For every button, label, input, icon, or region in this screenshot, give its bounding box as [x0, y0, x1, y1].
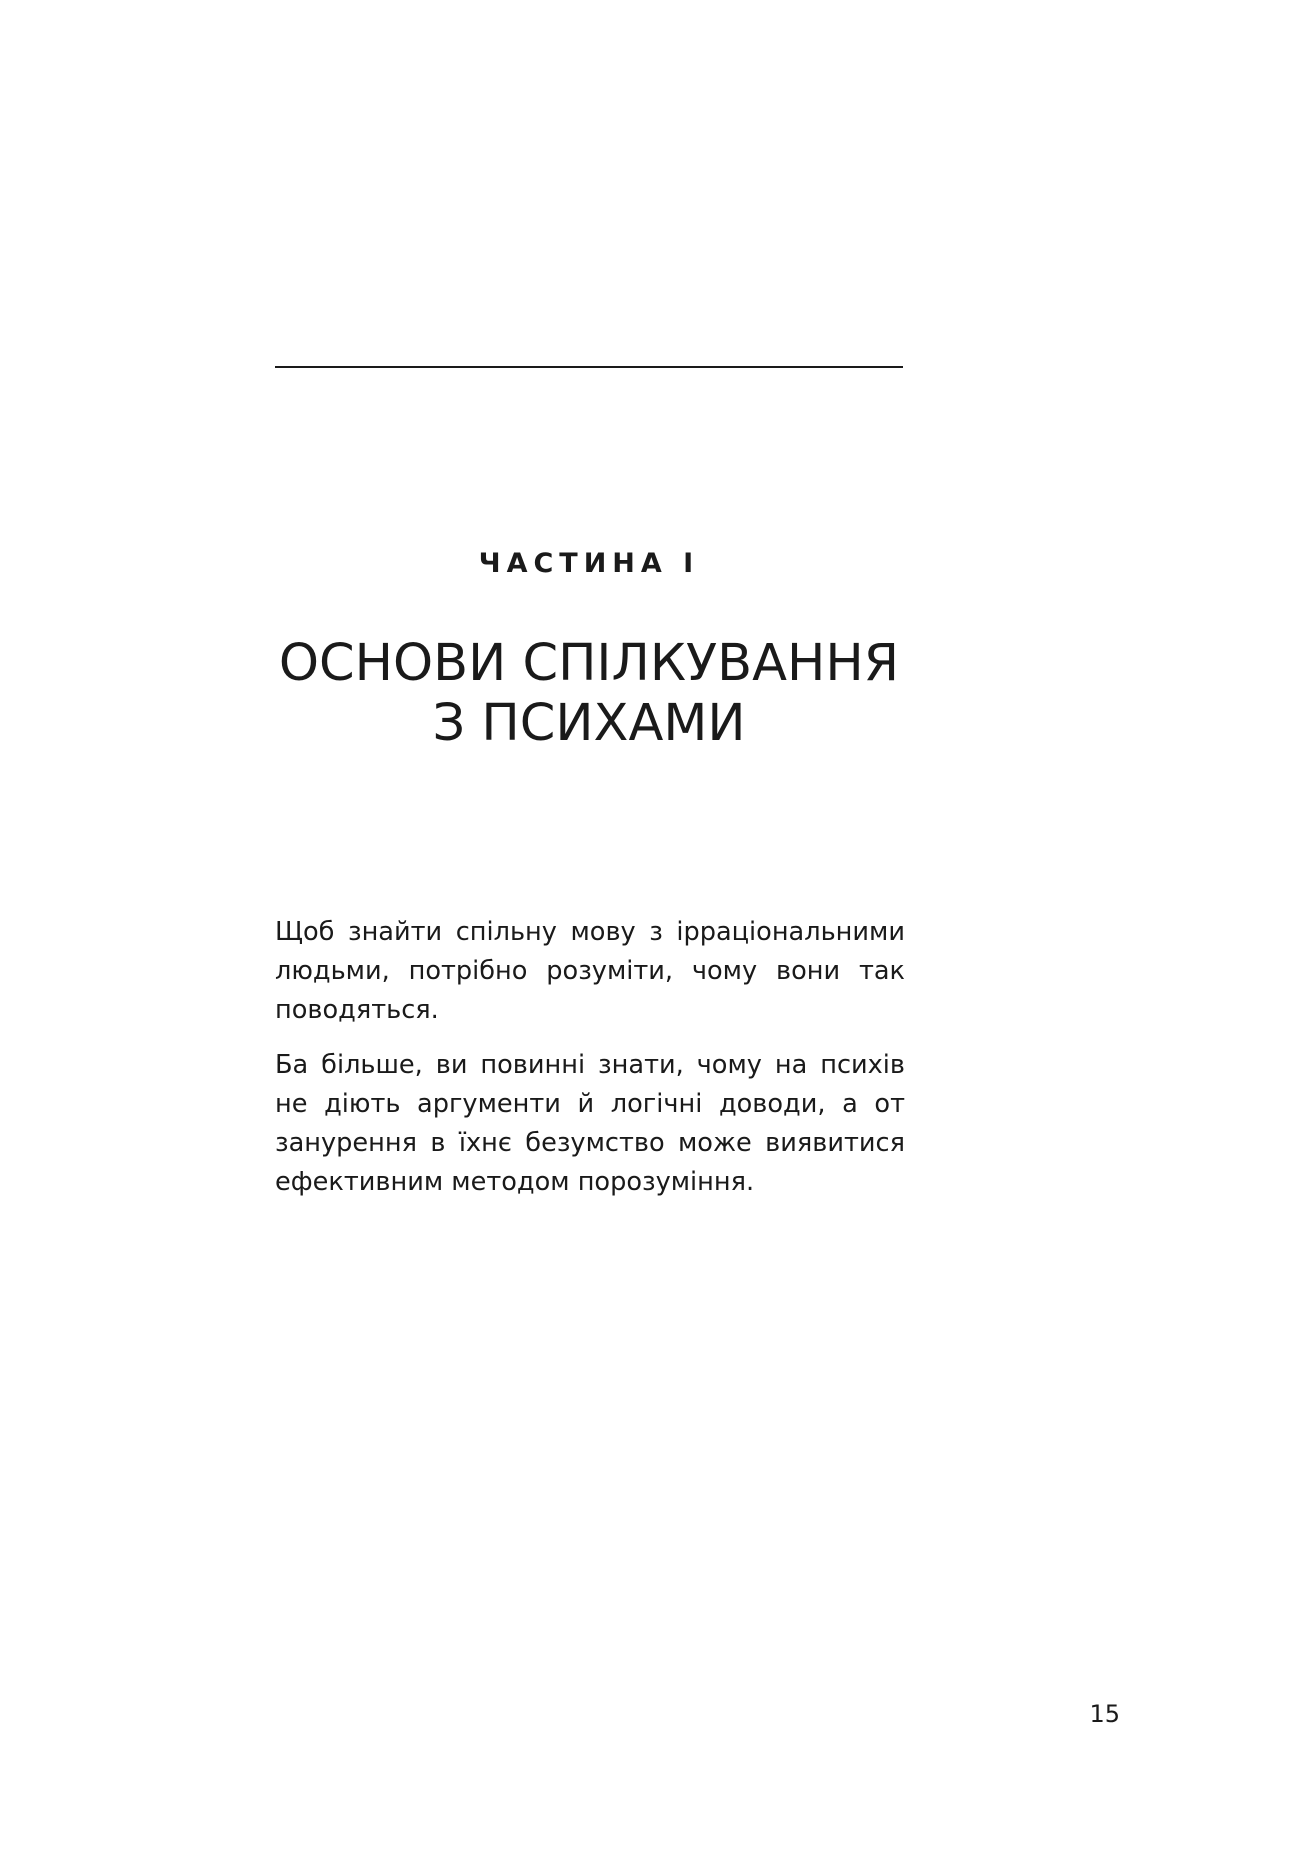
chapter-title-line-2: З ПСИХАМИ — [432, 694, 746, 753]
part-label: ЧАСТИНА І — [478, 548, 700, 579]
intro-paragraph-2: Ба більше, ви повинні знати, чому на психів не діють аргументи й логічні доводи, а от занурення в їхнє безумство може виявитися ефективним методом порозуміння. — [275, 1050, 905, 1197]
chapter-title-line-1: ОСНОВИ СПІЛКУВАННЯ — [278, 634, 900, 693]
intro-text — [275, 913, 905, 1218]
chapter-title — [275, 634, 903, 754]
top-divider-line — [275, 366, 903, 368]
intro-paragraph-1: Щоб знайти спільну мову з ірраціональними людьми, потрібно розуміти, чому вони так поводяться. — [275, 917, 905, 1025]
page-number: 15 — [1089, 1700, 1120, 1728]
